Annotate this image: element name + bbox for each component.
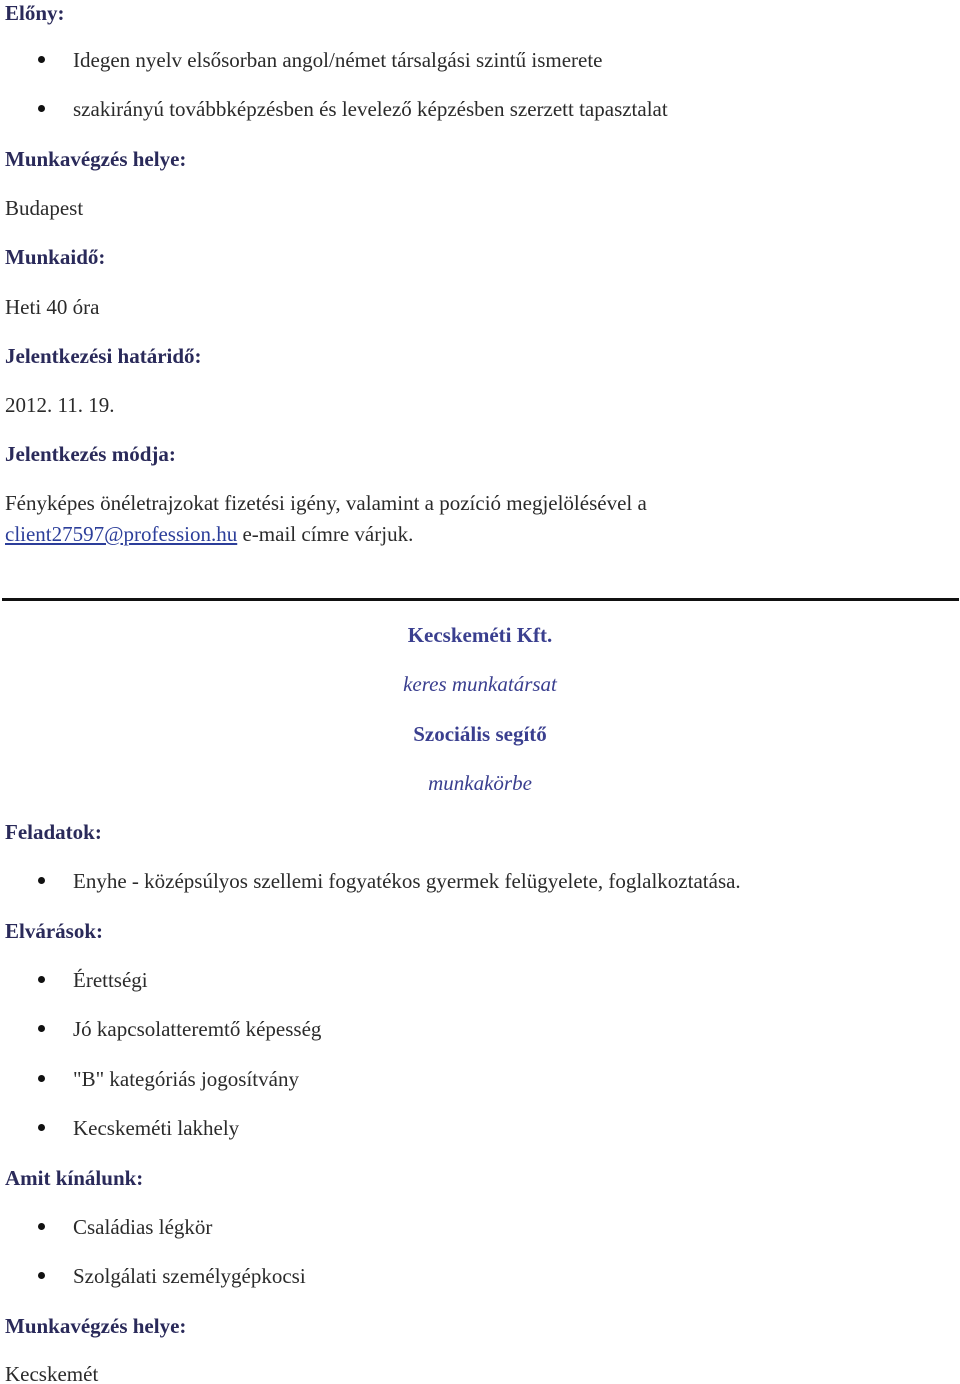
workplace-heading: Munkavégzés helye: bbox=[5, 147, 187, 171]
role-suffix: munkakörbe bbox=[428, 771, 532, 795]
workplace-value: Budapest bbox=[5, 196, 84, 220]
requirements-heading: Elvárások: bbox=[5, 919, 104, 943]
list-item-text: Érettségi bbox=[73, 968, 148, 992]
list-item-text: Kecskeméti lakhely bbox=[73, 1116, 240, 1140]
bullet-icon bbox=[38, 976, 45, 983]
bullet-icon bbox=[38, 1272, 45, 1279]
apply-text-line2 bbox=[5, 521, 413, 547]
worktime-heading: Munkaidő: bbox=[5, 245, 106, 269]
company-name: Kecskeméti Kft. bbox=[407, 623, 553, 647]
apply-text-suffix: e-mail címre várjuk. bbox=[237, 522, 414, 546]
bullet-icon bbox=[38, 1075, 45, 1082]
bullet-icon bbox=[38, 1223, 45, 1230]
list-item-text: "B" kategóriás jogosítvány bbox=[73, 1067, 299, 1091]
list-item-text: Enyhe - középsúlyos szellemi fogyatékos gyermek felügyelete, foglalkoztatása. bbox=[73, 869, 741, 893]
tasks-heading: Feladatok: bbox=[5, 820, 102, 844]
bullet-icon bbox=[38, 1025, 45, 1032]
position-title: Szociális segítő bbox=[413, 722, 547, 746]
advantage-heading: Előny: bbox=[5, 1, 65, 25]
offer-heading: Amit kínálunk: bbox=[5, 1166, 144, 1190]
apply-heading: Jelentkezés módja: bbox=[5, 442, 176, 466]
bullet-icon bbox=[38, 105, 45, 112]
bullet-icon bbox=[38, 56, 45, 63]
deadline-heading: Jelentkezési határidő: bbox=[5, 344, 202, 368]
apply-text-line1: Fényképes önéletrajzokat fizetési igény, valamint a pozíció megjelölésével a bbox=[5, 491, 647, 515]
list-item-text: szakirányú továbbképzésben és levelező képzésben szerzett tapasztalat bbox=[73, 97, 668, 121]
seeking-text: keres munkatársat bbox=[403, 672, 557, 696]
list-item-text: Jó kapcsolatteremtő képesség bbox=[73, 1017, 322, 1041]
list-item-text: Idegen nyelv elsősorban angol/német társalgási szintű ismerete bbox=[73, 48, 603, 72]
bullet-icon bbox=[38, 877, 45, 884]
list-item-text: Családias légkör bbox=[73, 1215, 213, 1239]
workplace-value-2: Kecskemét bbox=[5, 1362, 99, 1384]
deadline-value: 2012. 11. 19. bbox=[5, 393, 115, 417]
bullet-icon bbox=[38, 1124, 45, 1131]
email-link[interactable]: client27597@profession.hu bbox=[5, 522, 238, 546]
list-item-text: Szolgálati személygépkocsi bbox=[73, 1264, 306, 1288]
section-divider bbox=[2, 598, 959, 601]
worktime-value: Heti 40 óra bbox=[5, 295, 100, 319]
workplace-heading-2: Munkavégzés helye: bbox=[5, 1314, 187, 1338]
